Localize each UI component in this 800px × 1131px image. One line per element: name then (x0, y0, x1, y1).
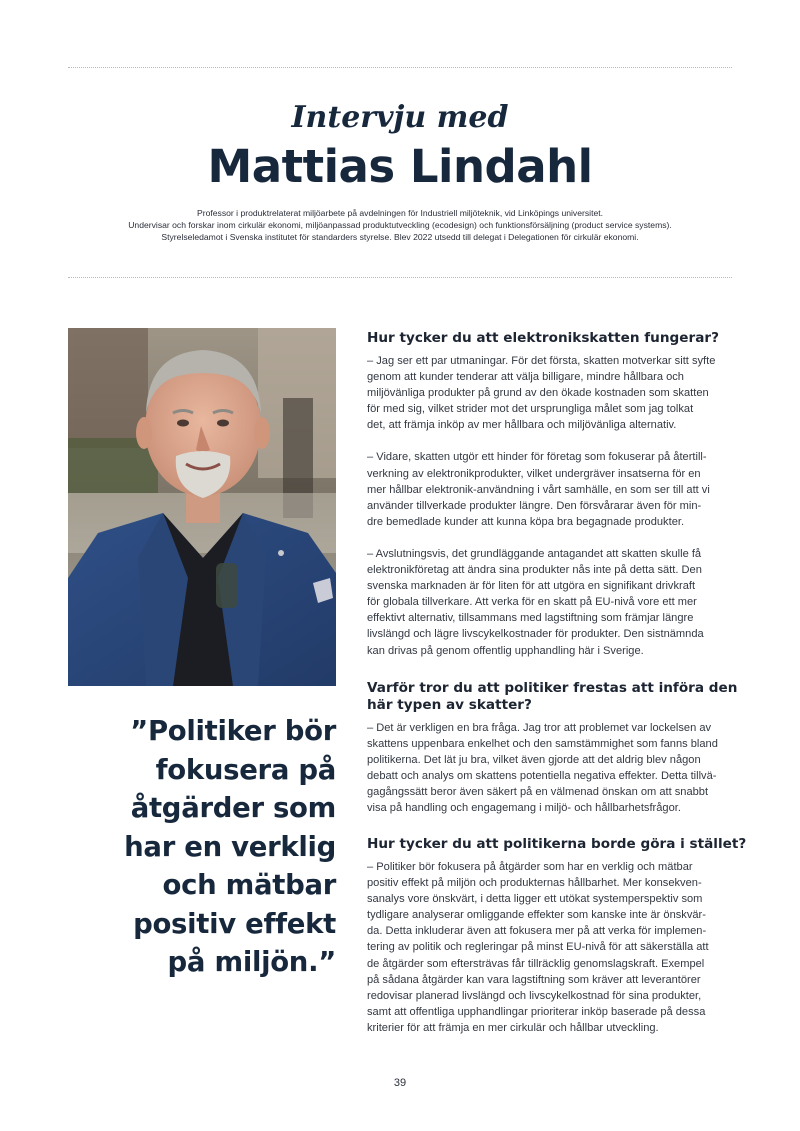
interview-section-1 (367, 330, 733, 659)
question-heading (367, 330, 733, 347)
answer-line: sanalys vore önskvärt, i detta ligger ett utökat systemperspektiv som (367, 893, 703, 906)
answer-line: svenska marknaden är för liten för att utgöra en signifikant drivkraft (367, 580, 696, 593)
answer-line: miljövänliga produkter på grund av den ökade kostnaden som skatten (367, 387, 709, 400)
answer-line: för globala tillverkare. Att verka för en skatt på EU-nivå vore ett mer (367, 596, 697, 609)
answer-line: redovisar planerad livslängd och livscykelkostnad för sina produkter, (367, 989, 702, 1002)
portrait-photo (68, 328, 336, 686)
bio-line: Styrelseledamot i Svenska institutet för standarders styrelse. Blev 2022 utsedd till delegat i Delegationen för cirkulär ekonomi. (161, 232, 639, 242)
portrait-illustration (68, 328, 336, 686)
answer-line: debatt och analys om skattens potentiella negativa effekter. Detta tillvä- (367, 770, 717, 783)
interviewee-bio (40, 207, 760, 243)
question-line: här typen av skatter? (367, 697, 532, 713)
answer-line: politikerna. Det lät ju bra, vilket även gjorde att det aldrig blev någon (367, 754, 701, 767)
interview-section-3 (367, 836, 747, 1036)
answer-line: det, att främja inköp av mer hållbara och miljövänliga alternativ. (367, 419, 677, 432)
answer-line: effektivt alternativ, tillsammans med lagstiftning som främjar längre (367, 612, 694, 625)
bio-line: Professor i produktrelaterat miljöarbete på avdelningen för Industriell miljöteknik, vid Linköpings universitet. (196, 208, 604, 218)
answer-line: dre bemedlade kunder att kunna köpa bra begagnade produkter. (367, 515, 685, 528)
question-heading (367, 680, 738, 714)
answer-paragraph (367, 546, 733, 659)
pull-quote-line: har en verklig (124, 830, 336, 863)
answer-line: använder tillverkade produkter längre. Den försvårarar även för min- (367, 499, 702, 512)
answer-line: skattens uppenbara enkelhet och den samstämmighet som fanns bland (367, 738, 718, 751)
answer-paragraph (367, 720, 733, 817)
answer-line: kriterier för att främja en mer cirkulär och hållbar utveckling. (367, 1021, 659, 1034)
answer-paragraph (367, 449, 733, 529)
answer-line: genom att kunder tenderar att välja billigare, mindre hållbara och (367, 371, 684, 384)
answer-line: – Politiker bör fokusera på åtgärder som har en verklig och mätbar (367, 861, 693, 873)
pull-quote-line: ”Politiker bör (130, 715, 336, 747)
answer-line: mer hållbar elektronik-användning i vårt samhälle, en som ser till att vi (367, 483, 710, 496)
answer-line: de åtgärder som eftersträvas får tillräcklig genomslagskraft. Exempel (367, 957, 705, 970)
pull-quote-line: och mätbar (162, 869, 336, 901)
interview-section-2 (367, 680, 738, 817)
interviewee-name: Mattias Lindahl (207, 140, 593, 193)
answer-line: för med sig, vilket strider mot det ursprungliga målet som jag tolkat (367, 403, 694, 416)
interview-kicker: Intervju med (291, 100, 509, 135)
answer-line: elektronikföretag att ändra sina produkter nås inte på detta sätt. Den (367, 564, 702, 577)
answer-line: positiv effekt på miljön och produkternas hållbarhet. Mer konsekven- (367, 877, 702, 890)
pull-quote (68, 712, 336, 982)
pull-quote-line: åtgärder som (130, 792, 336, 824)
question-heading (367, 836, 747, 853)
answer-line: verkning av elektronikprodukter, vilket undergräver insatserna för en (367, 467, 701, 480)
answer-line: da. Detta inkluderar även att fokusera mer på att verka för implemen- (367, 925, 707, 938)
answer-line: – Vidare, skatten utgör ett hinder för företag som fokuserar på återtill- (367, 451, 707, 464)
answer-paragraph (367, 859, 733, 1036)
answer-line: kan drivas på genom offentlig upphandling här i Sverige. (367, 644, 644, 657)
pull-quote-line: fokusera på (155, 753, 336, 786)
header-divider (68, 277, 732, 278)
pull-quote-line: positiv effekt (133, 907, 336, 940)
answer-line: visa på handling och engagemang i miljö- och hållbarhetsfrågor. (367, 802, 681, 815)
answer-line: tydligare analyserar omliggande effekter som kanske inte är önskvär- (367, 909, 706, 922)
answer-line: – Jag ser ett par utmaningar. För det första, skatten motverkar sitt syfte (367, 355, 716, 367)
answer-paragraph (367, 353, 733, 433)
answer-line: på sådana åtgärder kan vara lagstiftning som kräver att leverantörer (367, 973, 701, 986)
answer-line: tering av politik och regleringar på minst EU-nivå för att säkerställa att (367, 941, 709, 954)
pull-quote-line: på miljön.” (167, 946, 336, 978)
top-divider (68, 67, 732, 68)
question-line: Varför tror du att politiker frestas att införa den (367, 680, 738, 696)
answer-line: samt att offentliga upphandlingar prioriterar inköp baserade på dessa (367, 1005, 706, 1018)
answer-line: – Det är verkligen en bra fråga. Jag tror att problemet var lockelsen av (367, 722, 712, 734)
question-line: Hur tycker du att elektronikskatten fungerar? (367, 330, 719, 346)
answer-line: livslängd och lägre livscykelkostnader för produkter. Den sistnämnda (367, 628, 704, 641)
question-line: Hur tycker du att politikerna borde göra i stället? (367, 836, 747, 852)
answer-line: gagångssätt beror även säkert på en välmenad önskan om att snabbt (367, 786, 709, 799)
bio-line: Undervisar och forskar inom cirkulär ekonomi, miljöanpassad produktutveckling (ecodesign) och funktionsförsäljning (product service systems). (128, 220, 672, 230)
page-number: 39 (393, 1077, 407, 1089)
answer-line: – Avslutningsvis, det grundläggande antagandet att skatten skulle få (367, 547, 702, 560)
